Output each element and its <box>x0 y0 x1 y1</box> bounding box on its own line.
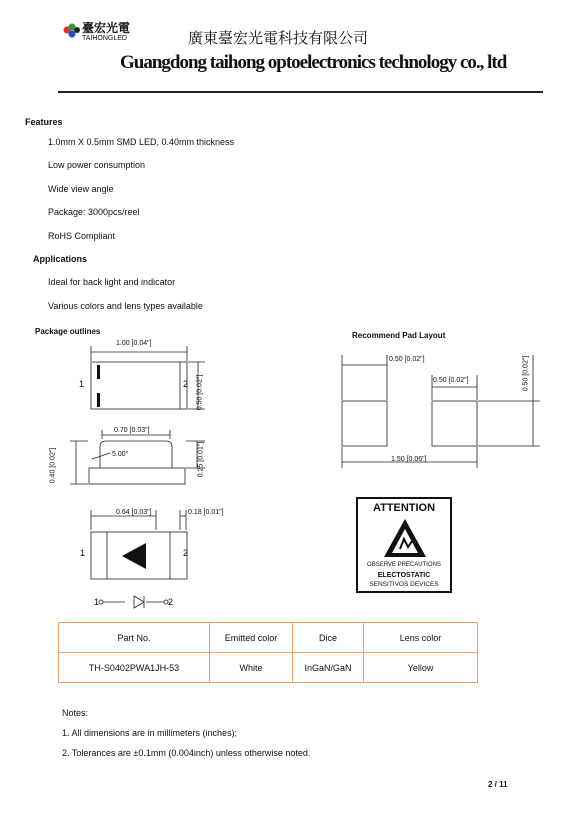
diode-pin2: 2 <box>168 597 174 607</box>
cell-emitted-color: White <box>210 653 293 683</box>
cell-lens-color: Yellow <box>364 653 478 683</box>
col-lens-color: Lens color <box>364 623 478 653</box>
feature-item: Low power consumption <box>48 160 146 170</box>
attention-title: ATTENTION <box>372 502 436 514</box>
dim-pad-height: 0.50 [0.02"] <box>522 355 530 392</box>
logo-en-text: TAIHONGLED <box>82 35 127 42</box>
dim-pad-width: 0.50 [0.02"] <box>389 356 425 363</box>
feature-item: Package: 3000pcs/reel <box>48 207 140 217</box>
dim-pad-total: 1.50 [0.06"] <box>391 456 427 463</box>
feature-item: Wide view angle <box>48 184 114 194</box>
pin2-label: 2 <box>183 379 189 389</box>
page-number: 2 / 11 <box>488 780 508 789</box>
col-dice: Dice <box>293 623 364 653</box>
col-part-no: Part No. <box>59 623 210 653</box>
table-row <box>59 653 478 683</box>
attention-line2: ELECTOSTATIC <box>377 572 431 579</box>
esd-warning-icon <box>382 517 428 559</box>
attention-line3: SENSITIVOS DEVICES <box>369 581 439 588</box>
dim-lens: 0.25 [0.01"] <box>197 441 205 478</box>
logo-cn-text: 臺宏光電 <box>82 21 131 35</box>
attention-line1: OBSERVE PRECAUTIONS <box>367 562 441 568</box>
pad-layout-heading: Recommend Pad Layout <box>352 331 446 340</box>
applications-heading: Applications <box>33 254 88 264</box>
package-outline-drawing <box>40 335 260 615</box>
dim-width: 0.50 [0.02"] <box>196 374 204 411</box>
table-header-row <box>59 623 478 653</box>
company-logo <box>60 18 160 48</box>
diode-pin1: 1 <box>94 597 100 607</box>
bottom-pin1: 1 <box>80 548 86 558</box>
part-table <box>58 622 478 683</box>
cell-part-no: TH-S0402PWA1JH-53 <box>59 653 210 683</box>
cell-dice: InGaN/GaN <box>293 653 364 683</box>
company-name-cn: 廣東臺宏光電科技有限公司 <box>188 30 369 47</box>
dim-length: 1.00 [0.04"] <box>116 340 152 347</box>
pad-layout-drawing <box>335 345 550 475</box>
bottom-pin2: 2 <box>183 548 189 558</box>
esd-attention-box <box>356 497 452 593</box>
feature-item: RoHS Compliant <box>48 231 116 241</box>
col-emitted-color: Emitted color <box>210 623 293 653</box>
feature-item: 1.0mm X 0.5mm SMD LED, 0.40mm thickness <box>48 137 235 147</box>
dim-terminal: 0.18 [0.01"] <box>188 509 224 516</box>
note-item: 2. Tolerances are ±0.1mm (0.004inch) unless otherwise noted. <box>62 748 311 758</box>
company-name-en: Guangdong taihong optoelectronics technology co., ltd <box>120 52 507 73</box>
note-item: 1. All dimensions are in millimeters (inches); <box>62 728 238 738</box>
package-outlines-heading: Package outlines <box>35 327 101 336</box>
dim-top: 0.70 [0.03"] <box>114 427 150 434</box>
features-heading: Features <box>25 117 63 127</box>
dim-pad-gap: 0.50 [0.02"] <box>433 377 469 384</box>
dim-pad: 0.64 [0.03"] <box>116 509 152 516</box>
application-item: Ideal for back light and indicator <box>48 277 176 287</box>
header-rule <box>58 91 543 93</box>
notes-heading: Notes: <box>62 708 89 718</box>
dim-height: 0.40 [0.02"] <box>49 447 57 484</box>
application-item: Various colors and lens types available <box>48 301 203 311</box>
dim-angle: 5.00° <box>112 451 129 458</box>
pin1-label: 1 <box>79 379 85 389</box>
